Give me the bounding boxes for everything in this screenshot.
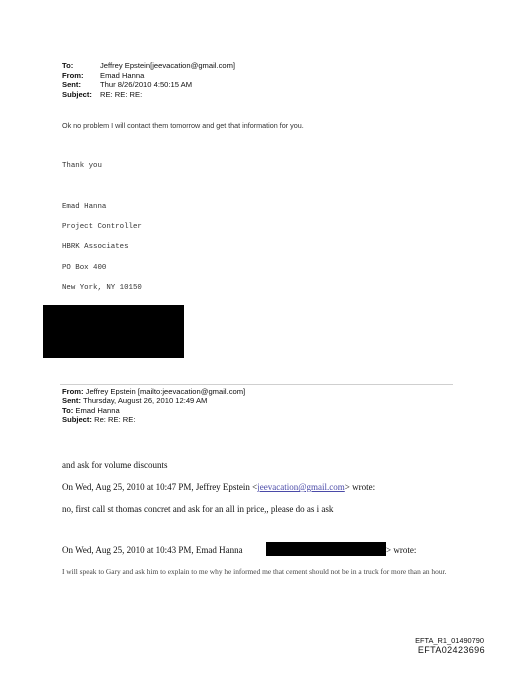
to-label: To: [62, 61, 74, 70]
quoted-line-attribution-epstein [62, 482, 375, 492]
from-row [62, 71, 235, 81]
quoted-from-value: Jeffrey Epstein [mailto:jeevacation@gmail.com] [85, 387, 246, 396]
signature-name: Emad Hanna [62, 203, 107, 211]
from-label: From: [62, 70, 84, 80]
footer-id-efta: EFTA02423696 [417, 645, 485, 655]
signature-city: New York, NY 10150 [62, 284, 142, 292]
quoted-sent-value: Thursday, August 26, 2010 12:49 AM [82, 396, 208, 406]
quoted-to-row [62, 406, 245, 415]
quoted-sent-row [62, 396, 245, 405]
to-row [62, 61, 235, 71]
quoted-from-label: From: [62, 387, 84, 396]
quoted-from-row [62, 387, 245, 396]
quoted-to-label: To: [62, 405, 74, 415]
quote-divider [60, 384, 453, 385]
quoted-line-cement: I will speak to Gary and ask him to explain to me why he informed me that cement should not be in a truck for more than an hour. [62, 567, 447, 576]
footer-id-r1: EFTA_R1_01490790 [415, 636, 484, 645]
signature-title: Project Controller [62, 223, 142, 231]
email-link[interactable]: jeevacation@gmail.com [257, 482, 345, 492]
attribution-prefix: On Wed, Aug 25, 2010 at 10:47 PM, Jeffrey Epstein < [62, 482, 258, 492]
subject-row [62, 90, 235, 100]
email-header [62, 61, 235, 99]
to-value: Jeffrey Epstein[jeevacation@gmail.com] [100, 61, 236, 70]
attribution-hanna-suffix: > wrote: [386, 545, 417, 555]
quoted-line-attribution-hanna: On Wed, Aug 25, 2010 at 10:43 PM, Emad Hanna [62, 545, 243, 555]
from-value: Emad Hanna [100, 70, 145, 80]
quoted-sent-label: Sent: [62, 396, 81, 406]
sent-row [62, 80, 235, 90]
quoted-header [62, 387, 245, 425]
quoted-subject-row [62, 415, 245, 424]
quoted-subject-value: Re: RE: RE: [94, 415, 136, 425]
subject-label: Subject: [62, 89, 92, 99]
quoted-line-volume-discounts: and ask for volume discounts [62, 460, 168, 470]
quoted-line-instruction: no, first call st thomas concret and ask for an all in price,, please do as i ask [62, 504, 334, 514]
attribution-suffix: > wrote: [344, 482, 376, 492]
signature-pobox: PO Box 400 [62, 264, 107, 272]
quoted-to-value: Emad Hanna [75, 405, 120, 415]
redaction-block [43, 305, 184, 358]
quoted-subject-label: Subject: [62, 415, 92, 425]
sent-value: Thur 8/26/2010 4:50:15 AM [100, 80, 193, 90]
subject-value: RE: RE: RE: [100, 89, 143, 99]
signature-company: HBRK Associates [62, 243, 129, 251]
reply-body-text: Ok no problem I will contact them tomorrow and get that information for you. [62, 121, 304, 130]
thank-you-text: Thank you [62, 162, 102, 170]
sent-label: Sent: [62, 80, 81, 90]
redaction-inline [266, 542, 386, 556]
